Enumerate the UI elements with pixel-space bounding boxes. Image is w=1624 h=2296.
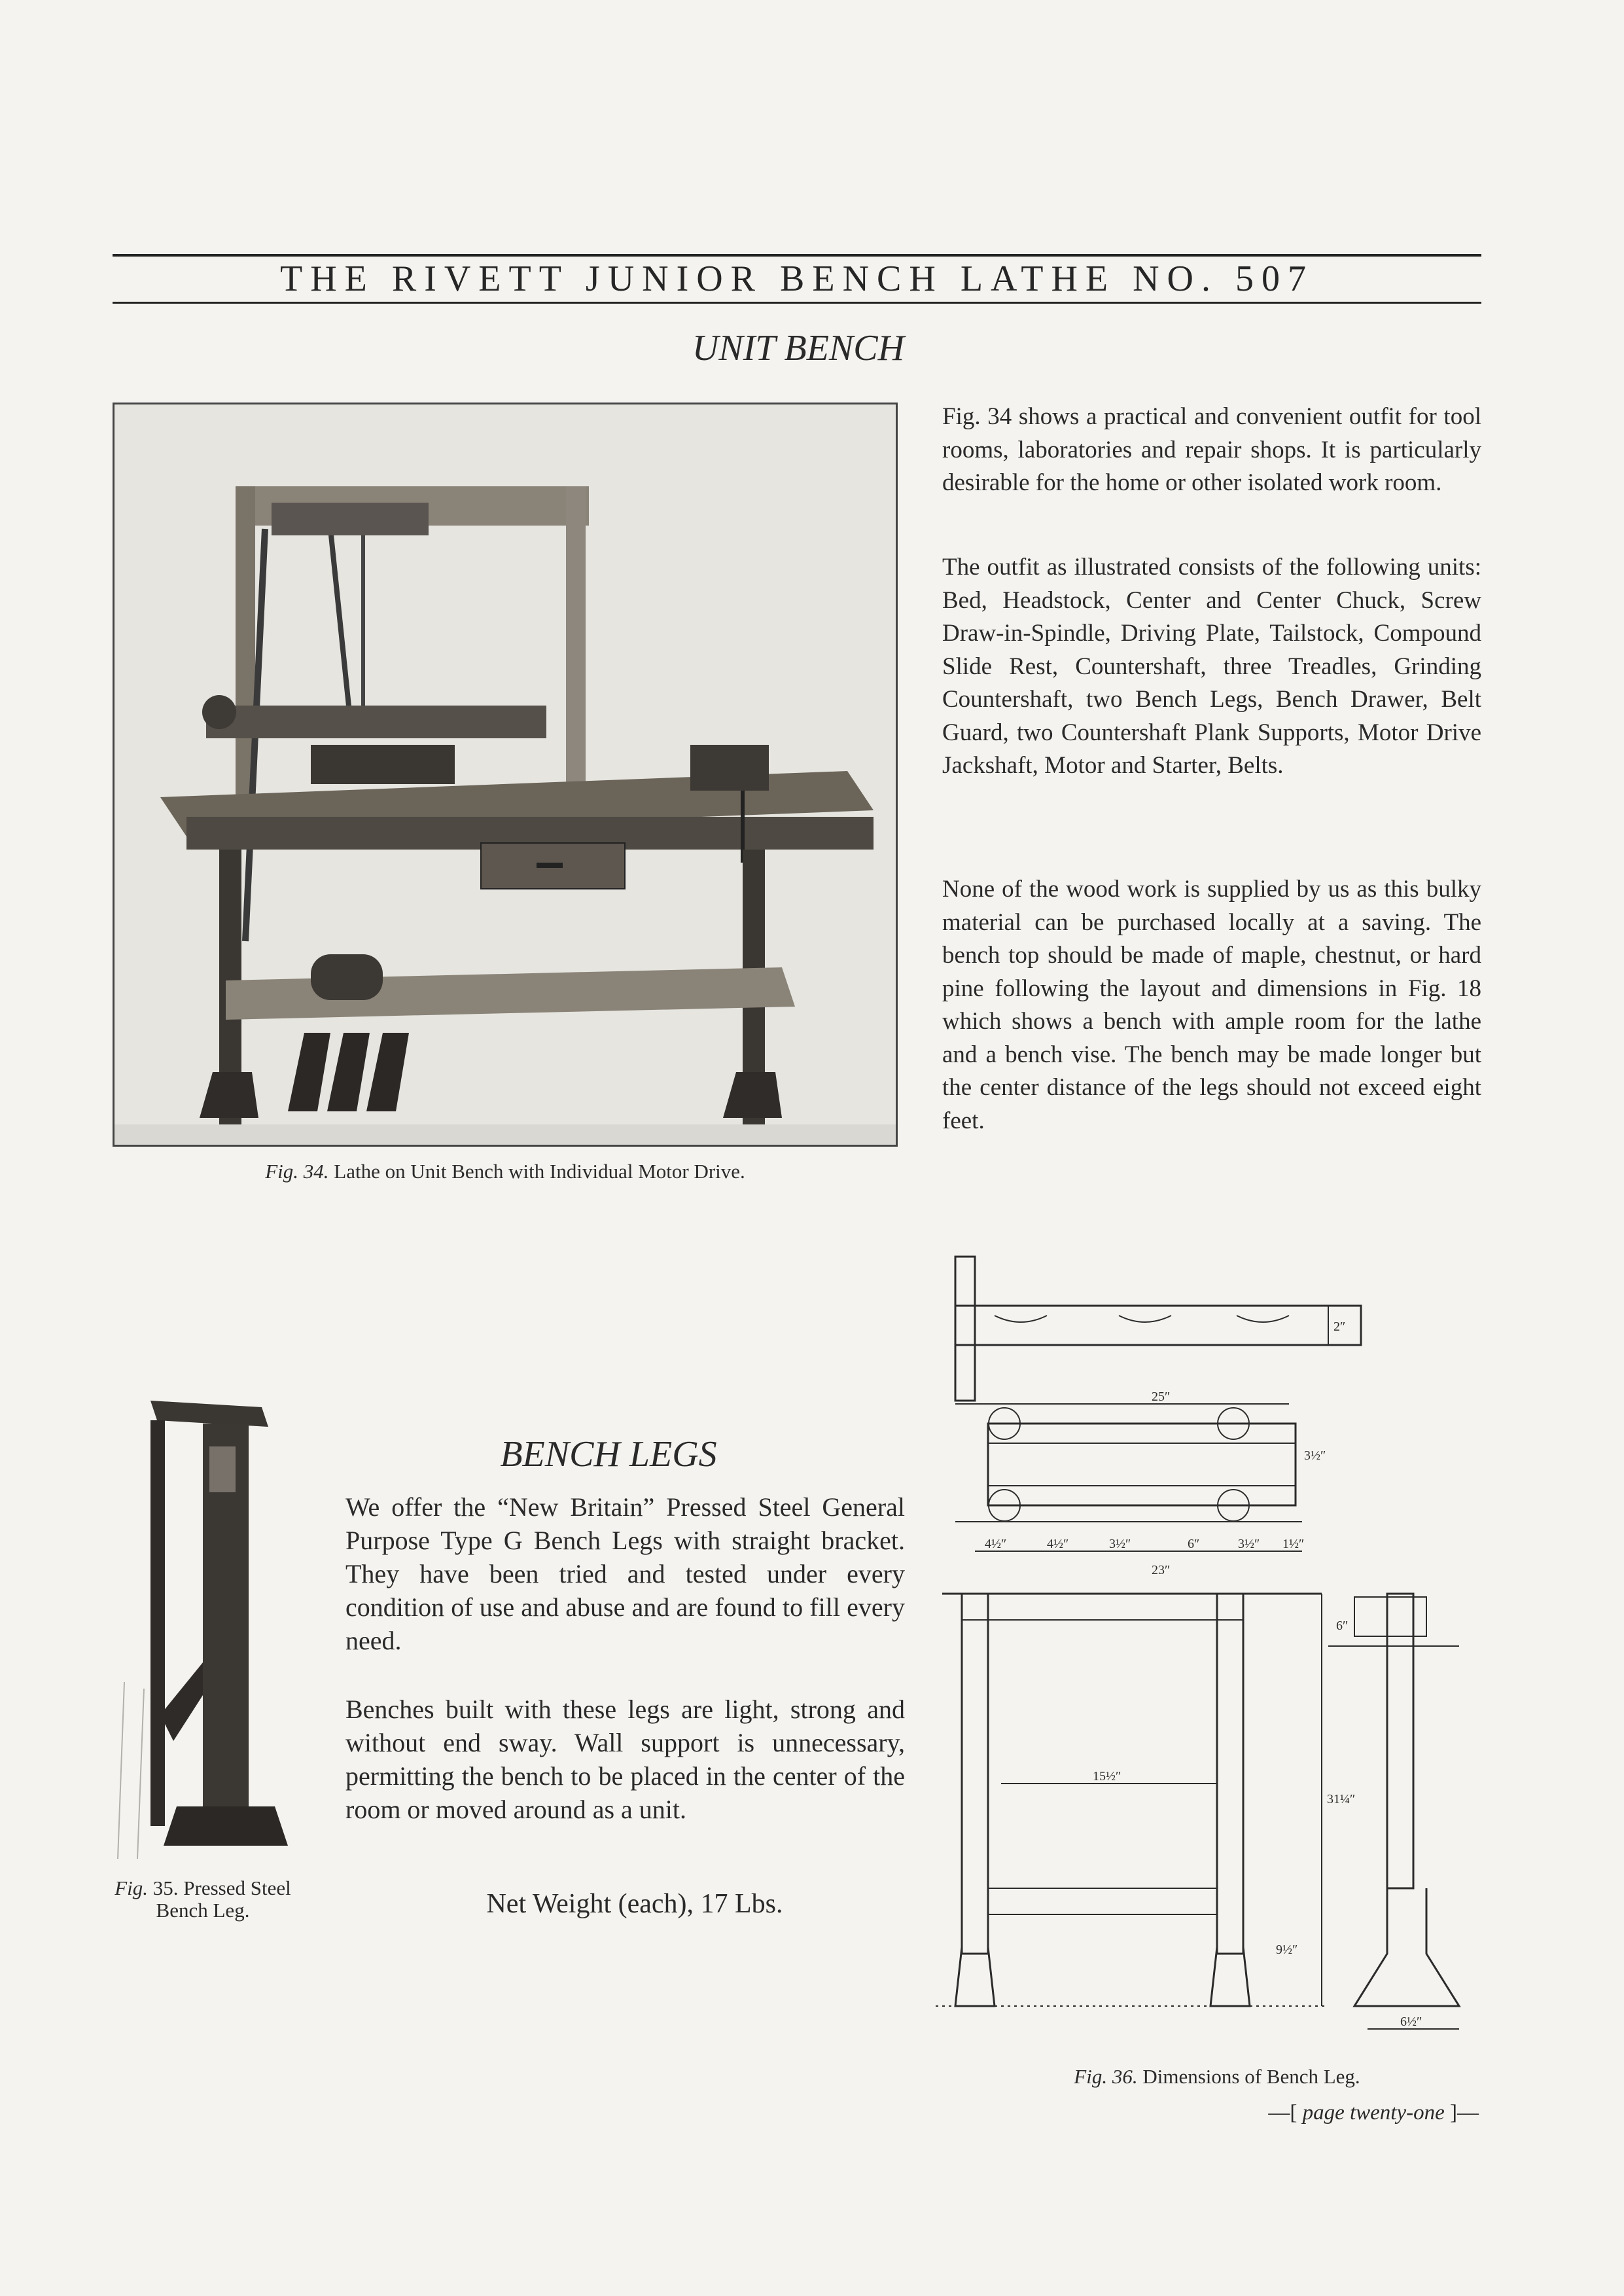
fig-36-caption — [981, 2065, 1453, 2089]
header-bottom-rule — [113, 302, 1481, 304]
fig-35-number: Fig. — [115, 1876, 149, 1899]
unit-bench-paragraph-3: None of the wood work is supplied by us as this bulky material can be purchased locally at a saving. The bench top should be made of maple, chestnut, or hard pine following the layout and dimensions in Fig. 18 which shows a bench with ample room for the lathe and a bench vise. The bench may be made longer but the center distance of the legs should not exceed eight feet. — [942, 876, 1481, 1134]
header-top-rule — [113, 254, 1481, 257]
unit-bench-paragraph-1: Fig. 34 shows a practical and convenient outfit for tool rooms, laboratories and repair shops. It is particularly desirable for the home or other isolated work room. — [942, 403, 1481, 496]
dim-3-half-a: 3½″ — [1304, 1448, 1326, 1463]
fig-34-photo — [113, 403, 898, 1147]
dim-3-half-b: 3½″ — [1109, 1537, 1131, 1551]
dim-2: 2″ — [1333, 1319, 1346, 1334]
page-number-suffix: ]— — [1444, 2101, 1479, 2125]
dim-6: 6″ — [1188, 1537, 1200, 1551]
net-weight: Net Weight (each), 17 Lbs. — [486, 1889, 783, 1919]
fig-36-number: Fig. 36. — [1074, 2065, 1138, 2088]
unit-bench-paragraph-2: The outfit as illustrated consists of the following units: Bed, Headstock, Center and Center Chuck, Screw Draw-in-Spindle, Driving Plate, Tailstock, Compound Slide Rest, Countershaft, three Treadles, Grinding Countershaft, two Bench Legs, Bench Drawer, Belt Guard, two Countershaft Plank Supports, Motor Drive Jackshaft, Motor and Starter, Belts. — [942, 554, 1481, 779]
dim-25: 25″ — [1152, 1390, 1171, 1404]
bench-legs-paragraph-1: We offer the “New Britain” Pressed Steel General Purpose Type G Bench Legs with straight bracket. They have been tried and tested under every condition of use and abuse and are found to fill every need. — [345, 1492, 905, 1655]
dim-6-half: 6½″ — [1400, 2015, 1422, 2029]
dim-23: 23″ — [1152, 1563, 1171, 1577]
page-number — [1191, 2101, 1479, 2125]
dim-4-half-a: 4½″ — [985, 1537, 1007, 1551]
fig-35-caption-line-1: 35. Pressed Steel — [152, 1876, 291, 1899]
dim-31-quarter: 31¼″ — [1327, 1792, 1356, 1806]
bench-legs-heading: BENCH LEGS — [500, 1434, 717, 1475]
fig-36-dimension-drawing — [936, 1253, 1485, 2052]
dim-9-half: 9½″ — [1276, 1943, 1298, 1957]
fig-34-number: Fig. 34. — [265, 1160, 329, 1183]
fig-34-text: Lathe on Unit Bench with Individual Motor Drive. — [334, 1160, 745, 1183]
dim-4-half-b: 4½″ — [1047, 1537, 1069, 1551]
unit-bench-heading: UNIT BENCH — [692, 328, 905, 368]
dim-3-half-c: 3½″ — [1238, 1537, 1260, 1551]
fig-34-caption — [113, 1160, 898, 1183]
fig-35-caption — [92, 1877, 314, 1922]
bench-legs-paragraph-2: Benches built with these legs are light, strong and without end sway. Wall support is unnecessary, permitting the bench to be placed in the center of the room or moved around as a unit. — [345, 1695, 905, 1824]
dim-1-half: 1½″ — [1282, 1537, 1305, 1551]
fig-35-caption-line-2: Bench Leg. — [156, 1899, 250, 1922]
fig-35-bench-leg-illustration — [111, 1388, 308, 1859]
page-header-title: THE RIVETT JUNIOR BENCH LATHE NO. 507 — [280, 259, 1314, 299]
page-number-text: page twenty-one — [1302, 2101, 1445, 2125]
dim-15-half: 15½″ — [1093, 1769, 1121, 1784]
dim-6-side: 6″ — [1336, 1619, 1349, 1633]
fig-36-text: Dimensions of Bench Leg. — [1142, 2065, 1360, 2088]
lathe-bench-illustration — [115, 404, 896, 1145]
page-number-prefix: —[ — [1268, 2101, 1303, 2125]
